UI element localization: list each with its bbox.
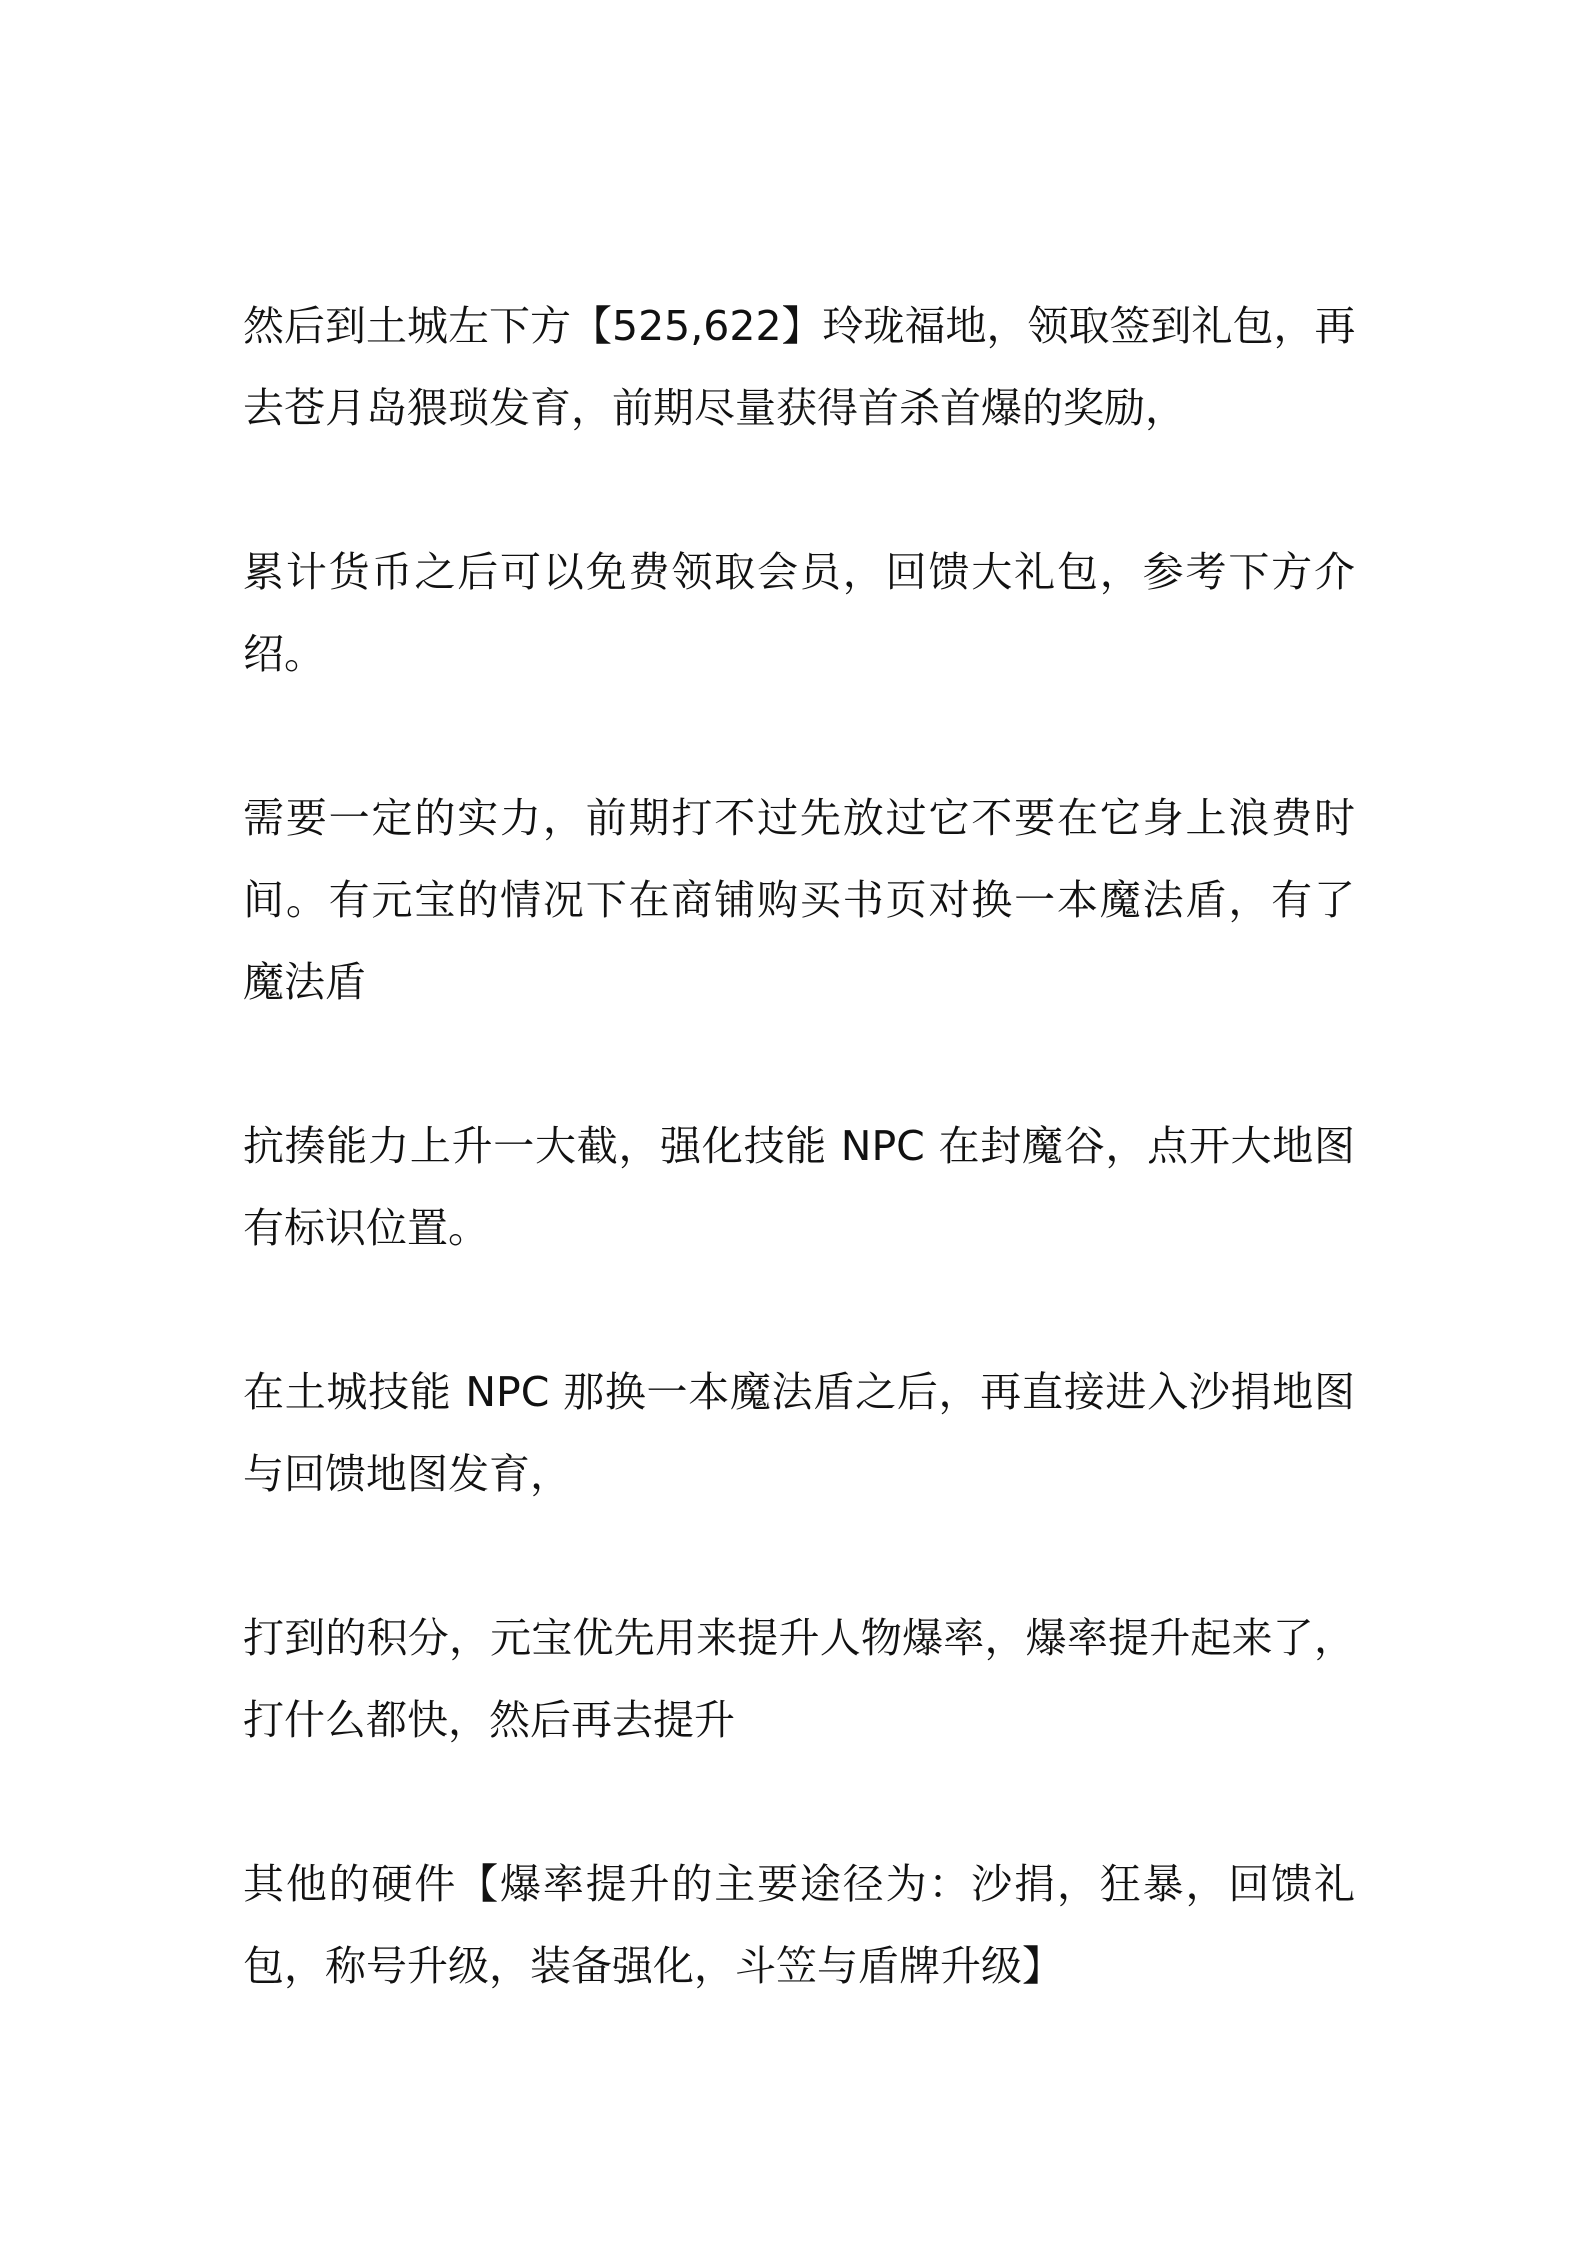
paragraph-map-progress	[243, 1351, 1355, 1515]
document-body	[243, 285, 1355, 2089]
text-line: 在土城技能 NPC 那换一本魔法盾之后，再直接进入沙捐地图	[243, 1368, 1355, 1416]
text-line: 绍。	[243, 630, 325, 678]
text-line: 有标识位置。	[243, 1204, 489, 1252]
text-line: 与回馈地图发育，	[243, 1450, 571, 1498]
paragraph-skill-npc	[243, 1105, 1355, 1269]
text-line: 打到的积分，元宝优先用来提升人物爆率，爆率提升起来了，	[243, 1614, 1355, 1662]
text-line: 其他的硬件【爆率提升的主要途径为：沙捐，狂暴，回馈礼	[243, 1860, 1355, 1908]
text-line: 累计货币之后可以免费领取会员，回馈大礼包，参考下方介	[243, 548, 1355, 596]
text-line: 去苍月岛猥琐发育，前期尽量获得首杀首爆的奖励，	[243, 384, 1186, 432]
text-line: 需要一定的实力，前期打不过先放过它不要在它身上浪费时	[243, 794, 1355, 842]
text-line: 魔法盾	[243, 958, 366, 1006]
paragraph-signin-gift	[243, 285, 1355, 449]
text-line: 包，称号升级，装备强化，斗笠与盾牌升级】	[243, 1942, 1063, 1990]
paragraph-membership	[243, 531, 1355, 695]
text-line: 然后到土城左下方【525,622】玲珑福地，领取签到礼包，再	[243, 302, 1356, 350]
paragraph-hardware-upgrades	[243, 1843, 1355, 2007]
paragraph-magic-shield	[243, 777, 1355, 1023]
paragraph-drop-rate	[243, 1597, 1355, 1761]
text-line: 抗揍能力上升一大截，强化技能 NPC 在封魔谷，点开大地图	[243, 1122, 1355, 1170]
text-line: 打什么都快，然后再去提升	[243, 1696, 735, 1744]
text-line: 间。有元宝的情况下在商铺购买书页对换一本魔法盾，有了	[243, 876, 1355, 924]
